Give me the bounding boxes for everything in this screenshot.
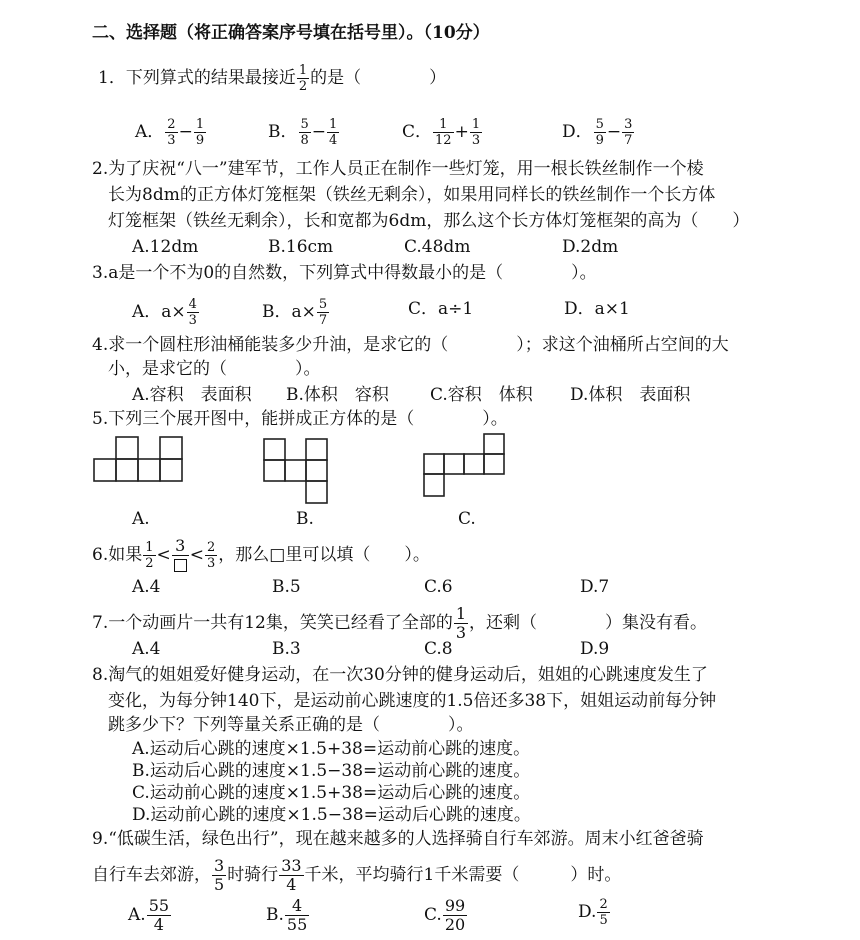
- q5-option-c[interactable]: C.: [458, 509, 476, 529]
- q9-line-2: 自行车去郊游， $\frac{3}{5}$ 时骑行 $\frac{33}{4}$ 千米，平均骑行1千米需要（ ）时。: [92, 856, 622, 894]
- q4-line-2: 小，是求它的（ ）。: [108, 359, 321, 379]
- cube-net-b[interactable]: [263, 438, 329, 506]
- q9-fraction-time: $\frac{3}{5}$: [214, 856, 225, 894]
- q9-line-1: 9.“低碳生活，绿色出行”，现在越来越多的人选择骑自行车郊游。周末小红爸爸骑: [92, 829, 704, 849]
- q8-option-b[interactable]: B.运动后心跳的速度×1.5−38=运动前心跳的速度。: [132, 761, 531, 781]
- question-7: 7.一个动画片一共有12集，笑笑已经看了全部的 $\frac{1}{3}$ ，还剩（ ）集没有看。: [92, 604, 708, 642]
- q2-option-a[interactable]: A.12dm: [132, 237, 199, 257]
- q9-option-d[interactable]: D. $\frac{2}{5}$: [578, 897, 608, 928]
- q9-option-b[interactable]: B. $\frac{4}{55}$: [266, 896, 308, 934]
- q3-option-d[interactable]: D．a×1: [564, 299, 630, 319]
- q2-option-c[interactable]: C.48dm: [404, 237, 471, 257]
- q9-option-c[interactable]: C. $\frac{99}{20}$: [424, 896, 466, 934]
- q8-line-2: 变化，为每分钟140下，是运动前心跳速度的1.5倍还多38下，姐姐运动前每分钟: [108, 691, 717, 711]
- q6-fraction-2: $\frac{2}{3}$: [207, 540, 216, 571]
- q2-line-3: 灯笼框架（铁丝无剩余），长和宽都为6dm，那么这个长方体灯笼框架的高为（ ）: [108, 211, 750, 231]
- question-1: [98, 64, 446, 93]
- q7-option-c[interactable]: C.8: [424, 639, 453, 659]
- q7-option-b[interactable]: B.3: [272, 639, 301, 659]
- q1-prefix: 1．下列算式的结果最接近: [98, 68, 296, 88]
- cube-net-c[interactable]: [423, 433, 509, 499]
- q3-option-c[interactable]: C．a÷1: [408, 299, 474, 319]
- q2-option-d[interactable]: D.2dm: [562, 237, 619, 257]
- q1-option-d[interactable]: D． $\frac{5}{9}$ − $\frac{3}{7}$: [562, 117, 633, 148]
- q2-line-1: 2.为了庆祝“八一”建军节，工作人员正在制作一些灯笼，用一根长铁丝制作一个棱: [92, 159, 704, 179]
- q1-option-c[interactable]: C． $\frac{1}{12}$ + $\frac{1}{3}$: [402, 117, 481, 148]
- q3-option-a[interactable]: A．a× $\frac{4}{3}$: [132, 297, 197, 328]
- q6-fraction-1: $\frac{1}{2}$: [145, 540, 154, 571]
- q2-option-b[interactable]: B.16cm: [268, 237, 334, 257]
- q6-option-a[interactable]: A.4: [132, 577, 161, 597]
- question-6: 6.如果 $\frac{1}{2}$ < 3 < $\frac{2}{3}$ ，那么□里可以填（ ）。: [92, 536, 430, 571]
- q1-fraction: $\frac{1}{2}$: [298, 63, 308, 94]
- q8-option-a[interactable]: A.运动后心跳的速度×1.5+38=运动前心跳的速度。: [132, 739, 531, 759]
- q8-line-1: 8.淘气的姐姐爱好健身运动，在一次30分钟的健身运动后，姐姐的心跳速度发生了: [92, 665, 708, 685]
- q8-option-d[interactable]: D.运动前心跳的速度×1.5−38=运动后心跳的速度。: [132, 805, 531, 825]
- q6-option-b[interactable]: B.5: [272, 577, 301, 597]
- q8-option-c[interactable]: C.运动前心跳的速度×1.5+38=运动后心跳的速度。: [132, 783, 531, 803]
- q2-line-2: 长为8dm的正方体灯笼框架（铁丝无剩余），如果用同样长的铁丝制作一个长方体: [108, 185, 716, 205]
- q4-option-b[interactable]: B.体积 容积: [286, 385, 389, 405]
- q3-text: 3.a是一个不为0的自然数，下列算式中得数最小的是（ ）。: [92, 263, 597, 283]
- q9-option-a[interactable]: A. $\frac{55}{4}$: [128, 896, 170, 934]
- q5-option-b[interactable]: B.: [296, 509, 314, 529]
- q6-option-c[interactable]: C.6: [424, 577, 453, 597]
- q1-suffix: 的是（ ）: [310, 68, 447, 88]
- section-title: 二、选择题（将正确答案序号填在括号里）。（10分）: [92, 23, 490, 43]
- q9-fraction-distance: $\frac{33}{4}$: [281, 856, 302, 894]
- q7-option-d[interactable]: D.9: [580, 639, 610, 659]
- cube-net-a[interactable]: [93, 436, 183, 482]
- q6-fraction-box: 3: [172, 538, 189, 573]
- q7-option-a[interactable]: A.4: [132, 639, 161, 659]
- q5-option-a[interactable]: A.: [132, 509, 150, 529]
- q4-option-a[interactable]: A.容积 表面积: [132, 385, 252, 405]
- q5-text: 5.下列三个展开图中，能拼成正方体的是（ ）。: [92, 409, 508, 429]
- q7-fraction: $\frac{1}{3}$: [455, 604, 467, 642]
- q3-option-b[interactable]: B．a× $\frac{5}{7}$: [262, 297, 328, 328]
- q6-option-d[interactable]: D.7: [580, 577, 610, 597]
- q4-option-d[interactable]: D.体积 表面积: [570, 385, 691, 405]
- q4-option-c[interactable]: C.容积 体积: [430, 385, 533, 405]
- blank-square: [174, 559, 187, 572]
- q1-option-a[interactable]: A． $\frac{2}{3}$ − $\frac{1}{9}$: [135, 117, 205, 148]
- q8-line-3: 跳多少下？下列等量关系正确的是（ ）。: [108, 715, 474, 735]
- q1-option-b[interactable]: B． $\frac{5}{8}$ − $\frac{1}{4}$: [268, 117, 338, 148]
- q4-line-1: 4.求一个圆柱形油桶能装多少升油，是求它的（ ）；求这个油桶所占空间的大: [92, 335, 729, 355]
